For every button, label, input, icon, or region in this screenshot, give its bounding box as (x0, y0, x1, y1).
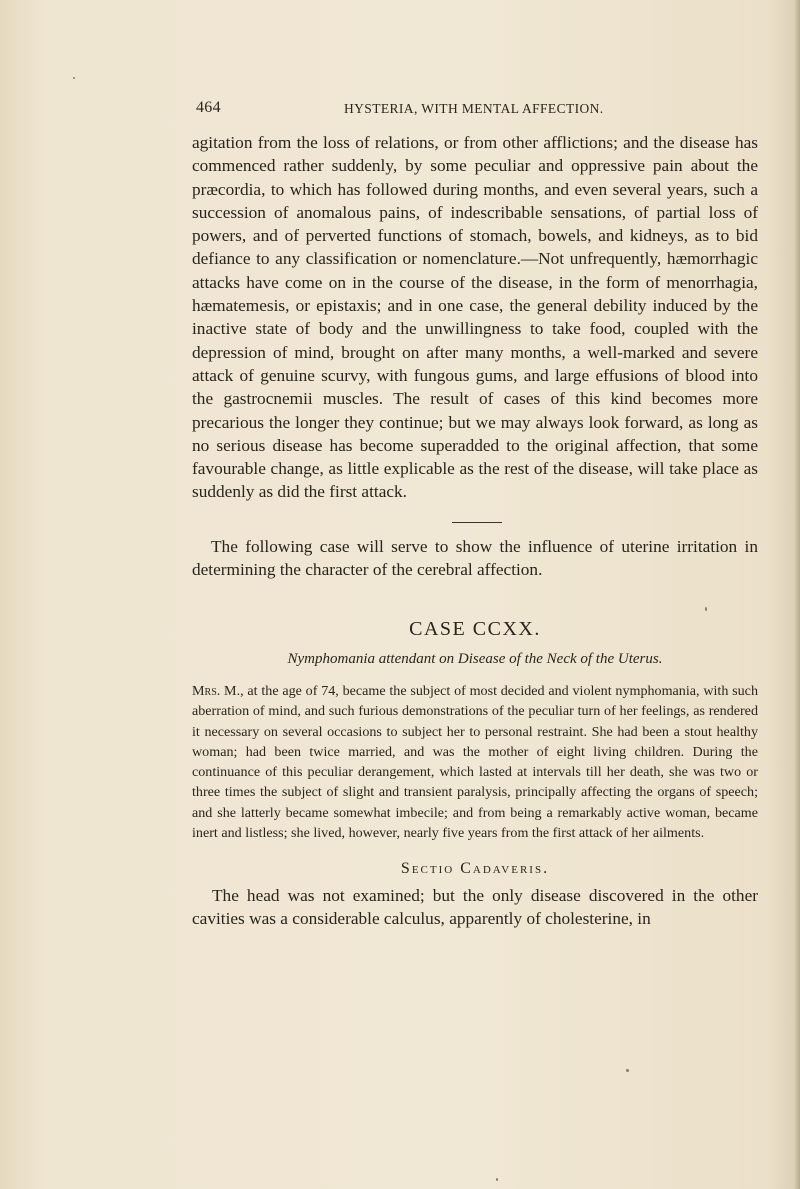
paper-speck (705, 607, 707, 611)
paragraph-head-examined (192, 884, 758, 931)
case-report (192, 681, 758, 843)
case-subtitle: Nymphomania attendant on Disease of the Neck of the Uterus. (287, 651, 663, 667)
section-heading-sectio-cadaveris: Sectio Cadaveris. (400, 860, 550, 877)
running-header (196, 99, 756, 121)
case-report-text (192, 681, 758, 843)
paragraph-3-text: The head was not examined; but the only disease discovered in the other cavities was a considerable calculus, apparently of cholesterine, in (192, 886, 758, 929)
section-divider-rule (452, 522, 502, 523)
paragraph-2-text: The following case will serve to show the influence of uterine irritation in determining the character of the cerebral affection. (192, 537, 758, 580)
running-title: HYSTERIA, WITH MENTAL AFFECTION. (344, 101, 604, 116)
case-body: at the age of 74, became the subject of most decided and violent nymphomania, with such aberration of mind, and such furious demonstrations of the peculiar turn of her feelings, as rendered it necessary on several occasions to subject her to personal restraint. She had been a stout healthy woman; had been twice married, and was the mother of eight living children. During the continuance of this peculiar derangement, which lasted at intervals till her death, she was two or three times the subject of slight and transient paralysis, principally affecting the organs of speech; and she latterly became somewhat imbecile; and from being a remarkably active woman, became inert and listless; she lived, however, nearly five years from the first attack of her ailments. (192, 683, 758, 842)
case-title: CASE CCXX. (409, 618, 541, 640)
paragraph-following-case (192, 535, 758, 582)
page-edge-shadow (794, 0, 800, 1189)
paragraph-1-text: agitation from the loss of relations, or from other afflictions; and the disease has commenced rather suddenly, by some peculiar and oppressive pain about the præcordia, to which has followed during months, and even several years, such a succession of anomalous pains, of indescribable sensations, of partial loss of powers, and of perverted functions of stomach, bowels, and kidneys, as to bid defiance to any classification or nomenclature.—Not unfrequently, hæmorrhagic attacks have come on in the course of the disease, in the form of menorrhagia, hæmatemesis, or epistaxis; and in one case, the general debility induced by the inactive state of body and the unwillingness to take food, coupled with the depression of mind, brought on after many months, a well-marked and severe attack of genuine scurvy, with fungous gums, and large effusions of blood into the gastrocnemii muscles. The result of cases of this kind becomes more precarious the longer they continue; but we may always look forward, as long as no serious disease has become superadded to the original affection, that some favourable change, as little explicable as the rest of the disease, will take place as suddenly as did the first attack. (192, 133, 758, 502)
page-number: 464 (196, 99, 221, 116)
paper-speck (73, 77, 75, 79)
paper-speck (496, 1178, 498, 1181)
paragraph-agitation (192, 131, 758, 504)
case-lead: Mrs. M., (192, 683, 244, 699)
paper-speck (626, 1069, 629, 1072)
